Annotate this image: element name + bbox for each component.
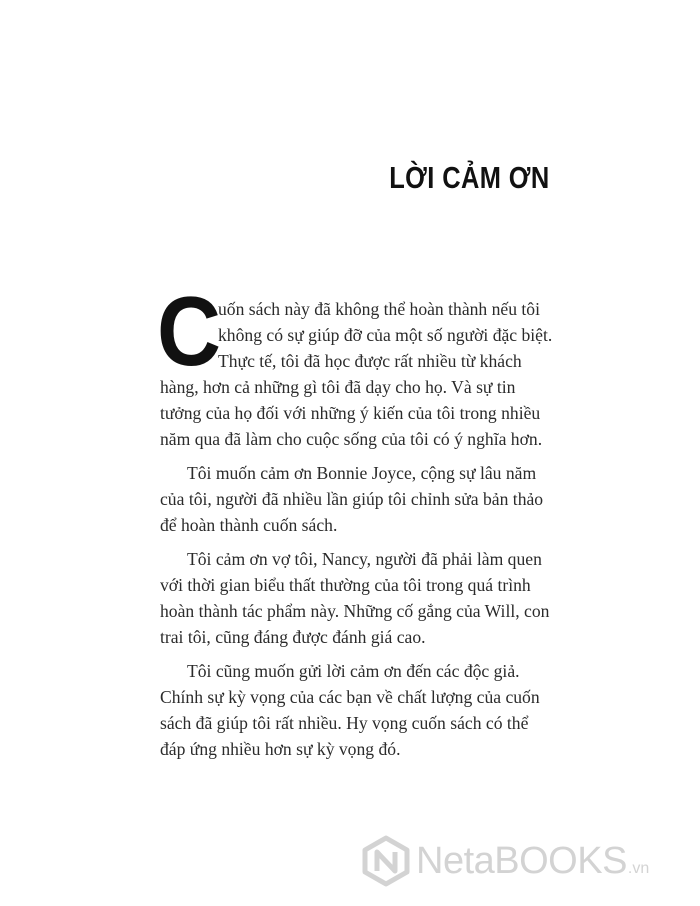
paragraph-2 [160,460,550,538]
netabooks-logo-icon [362,836,410,886]
acknowledgement-text [157,276,553,762]
svg-text:C: C [157,276,221,386]
paragraph-1 [157,276,553,452]
text-line: hoàn thành tác phẩm này. Những cố gắng của Will, con [160,601,550,621]
text-line: để hoàn thành cuốn sách. [160,515,338,535]
watermark-suffix: .vn [627,860,650,877]
text-line: sách đã giúp tôi rất nhiều. Hy vọng cuốn sách có thể [160,713,529,733]
paragraph-3 [160,546,550,650]
text-line: hàng, hơn cả những gì tôi đã dạy cho họ. Và sự tin [160,377,516,397]
page-title: LỜI CẢM ƠN [389,160,550,195]
text-line: uốn sách này đã không thể hoàn thành nếu tôi [218,299,540,319]
text-line: tưởng của họ đối với những ý kiến của tôi trong nhiều [160,403,541,423]
text-line: của tôi, người đã nhiều lần giúp tôi chỉnh sửa bản thảo [160,489,544,509]
text-line: Tôi muốn cảm ơn Bonnie Joyce, cộng sự lâu năm [187,463,537,483]
netabooks-watermark [362,836,649,886]
text-line: trai tôi, cũng đáng được đánh giá cao. [160,627,426,647]
paragraph-4 [160,658,550,762]
text-line: với thời gian biểu thất thường của tôi trong quá trình [160,575,531,595]
text-line: Tôi cảm ơn vợ tôi, Nancy, người đã phải làm quen [187,549,542,569]
text-line: đáp ứng nhiều hơn sự kỳ vọng đó. [160,739,401,759]
text-line: năm qua đã làm cho cuộc sống của tôi có ý nghĩa hơn. [160,429,543,449]
watermark-brand: NetaBOOKS [416,839,627,882]
text-line: Chính sự kỳ vọng của các bạn về chất lượng của cuốn [160,687,540,707]
text-line: Tôi cũng muốn gửi lời cảm ơn đến các độc giả. [187,661,520,681]
text-line: không có sự giúp đỡ của một số người đặc biệt. [218,325,553,345]
text-line: Thực tế, tôi đã học được rất nhiều từ khách [218,351,522,371]
dropcap-letter [157,276,222,386]
